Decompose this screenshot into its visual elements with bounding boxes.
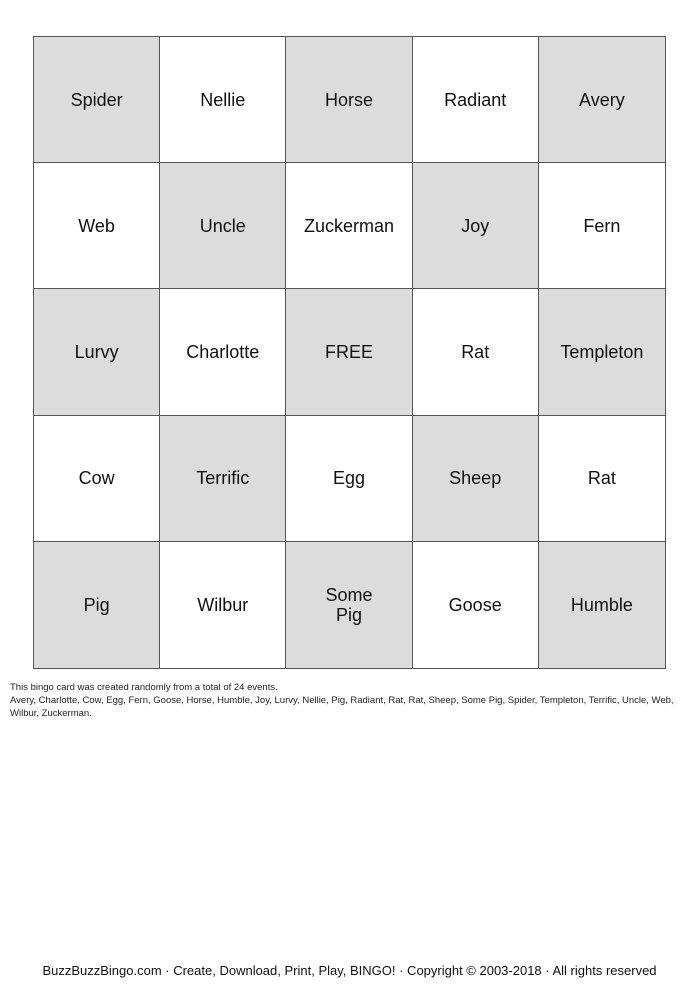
bingo-cell: Horse: [286, 37, 412, 163]
card-note: [10, 681, 690, 720]
bingo-cell: Cow: [34, 416, 160, 542]
note-word-list: Avery, Charlotte, Cow, Egg, Fern, Goose, Horse, Humble, Joy, Lurvy, Nellie, Pig, Radiant, Rat, Rat, Sheep, Some Pig, Spider, Templeton, Terrific, Uncle, Web, Wilbur, Zuckerman.: [10, 695, 674, 719]
bingo-cell: Goose: [413, 542, 539, 668]
bingo-cell: Wilbur: [160, 542, 286, 668]
bingo-cell: Charlotte: [160, 289, 286, 415]
bingo-cell: Rat: [539, 416, 665, 542]
bingo-cell: Nellie: [160, 37, 286, 163]
bingo-cell: Egg: [286, 416, 412, 542]
bingo-cell: Lurvy: [34, 289, 160, 415]
bingo-cell: Templeton: [539, 289, 665, 415]
bingo-cell: Some Pig: [286, 542, 412, 668]
free-space-cell: FREE: [286, 289, 412, 415]
bingo-cell: Sheep: [413, 416, 539, 542]
bingo-card-grid: [33, 36, 666, 669]
bingo-cell: Humble: [539, 542, 665, 668]
bingo-cell: Uncle: [160, 163, 286, 289]
note-summary: This bingo card was created randomly from a total of 24 events.: [10, 682, 278, 693]
bingo-cell: Joy: [413, 163, 539, 289]
bingo-cell: Spider: [34, 37, 160, 163]
bingo-cell: Radiant: [413, 37, 539, 163]
bingo-cell: Pig: [34, 542, 160, 668]
bingo-cell: Terrific: [160, 416, 286, 542]
bingo-cell: Web: [34, 163, 160, 289]
bingo-cell: Fern: [539, 163, 665, 289]
bingo-cell: Zuckerman: [286, 163, 412, 289]
footer-copyright: BuzzBuzzBingo.com · Create, Download, Print, Play, BINGO! · Copyright © 2003-2018 · All rights reserved: [42, 963, 657, 978]
bingo-cell: Avery: [539, 37, 665, 163]
bingo-cell: Rat: [413, 289, 539, 415]
